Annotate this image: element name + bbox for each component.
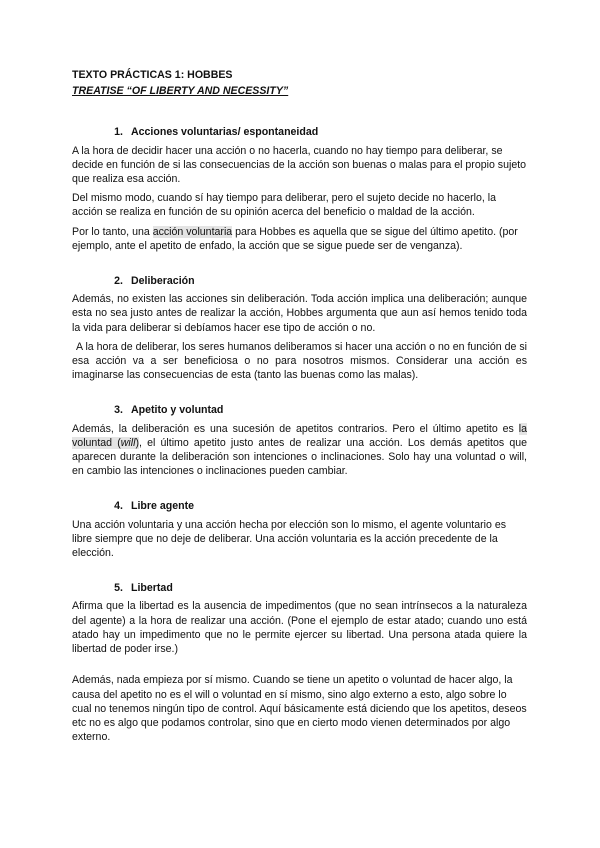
italic-term: will [120, 436, 136, 449]
text-run: la voluntad ( [72, 422, 527, 449]
text-run: para Hobbes es aquella que se sigue del último apetito. (por ejemplo, ante el apetito de enfado, la acción que se sigue puede ser de venganza). [72, 225, 518, 252]
section-heading [72, 499, 527, 513]
text-run: , el último apetito justo antes de realizar una acción. Los demás apetitos que aparecen durante la deliberación son intenciones o inclinaciones. Solo hay una voluntad o will, en cambio las intenciones o inclinaciones pueden cambiar. [72, 436, 527, 478]
document-title: TEXTO PRÁCTICAS 1: HOBBES [72, 69, 233, 81]
section-number: 5. [114, 582, 123, 595]
section-libertad [72, 581, 527, 744]
section-deliberacion [72, 274, 527, 382]
paragraph: A la hora de deliberar, los seres humanos deliberamos si hacer una acción o no en función de si esa acción va a ser beneficiosa o no para nosotros mismos. Considerar una acción es imaginarse las consecuencias de esta (tanto las buenas como las malas). [72, 340, 527, 382]
document-subtitle: TREATISE “OF LIBERTY AND NECESSITY” [72, 85, 289, 98]
paragraph [72, 225, 527, 253]
section-number: 2. [114, 275, 123, 288]
section-number: 4. [114, 500, 123, 513]
section-heading [72, 125, 527, 139]
text-run: Por lo tanto, una [72, 225, 153, 238]
section-heading [72, 274, 527, 288]
section-heading [72, 581, 527, 595]
section-apetito-voluntad [72, 403, 527, 478]
text-run: ) [135, 436, 139, 449]
text-run: Además, la deliberación es una sucesión de apetitos contrarios. Pero el último apetito es [72, 422, 519, 435]
highlighted-term: acción voluntaria [152, 225, 233, 238]
section-title: Acciones voluntarias/ espontaneidad [131, 126, 319, 139]
section-heading [72, 403, 527, 417]
section-libre-agente [72, 499, 527, 560]
section-number: 1. [114, 126, 123, 139]
section-title: Deliberación [131, 275, 195, 288]
paragraph: Afirma que la libertad es la ausencia de impedimentos (que no sean intrínsecos a la naturaleza del agente) a la hora de realizar una acción. (Pone el ejemplo de estar atado; cuando uno está atado hay un impedimento que no le permite ejercer su libertad. Una persona atada quiere la libertad de poder irse.) [72, 600, 527, 656]
paragraph [72, 422, 527, 479]
section-number: 3. [114, 404, 123, 417]
paragraph: Además, no existen las acciones sin deliberación. Toda acción implica una deliberación; aunque esta no sea justo antes de realizar la acción, Hobbes argumenta que aun así hemos tenido toda la vida para deliberar si debíamos hacer ese tipo de acción o no. [72, 293, 527, 334]
section-acciones-voluntarias [72, 125, 527, 253]
paragraph: Además, nada empieza por sí mismo. Cuando se tiene un apetito o voluntad de hacer algo, la causa del apetito no es el will o voluntad en sí mismo, sino algo externo a esto, algo sobre lo cual no tenemos ningún tipo de control. Aquí básicamente está diciendo que los apetitos, deseos etc no es algo que podamos controlar, sino que en cierto modo vienen determinados por algo externo. [72, 674, 527, 744]
paragraph: Del mismo modo, cuando sí hay tiempo para deliberar, pero el sujeto decide no hacerlo, la acción se realiza en función de su opinión acerca del beneficio o maldad de la acción. [72, 192, 496, 219]
paragraph: Una acción voluntaria y una acción hecha por elección son lo mismo, el agente voluntario es libre siempre que no deje de deliberar. Una acción voluntaria es la acción precedente de la elección. [72, 518, 507, 560]
section-title: Libre agente [131, 500, 194, 513]
section-title: Apetito y voluntad [131, 404, 224, 417]
section-title: Libertad [131, 582, 173, 595]
paragraph: A la hora de decidir hacer una acción o no hacerla, cuando no hay tiempo para deliberar, se decide en función de si las consecuencias de la acción son buenas o malas para el propio sujeto que realiza esa acción. [72, 144, 527, 186]
document-body [72, 68, 527, 749]
